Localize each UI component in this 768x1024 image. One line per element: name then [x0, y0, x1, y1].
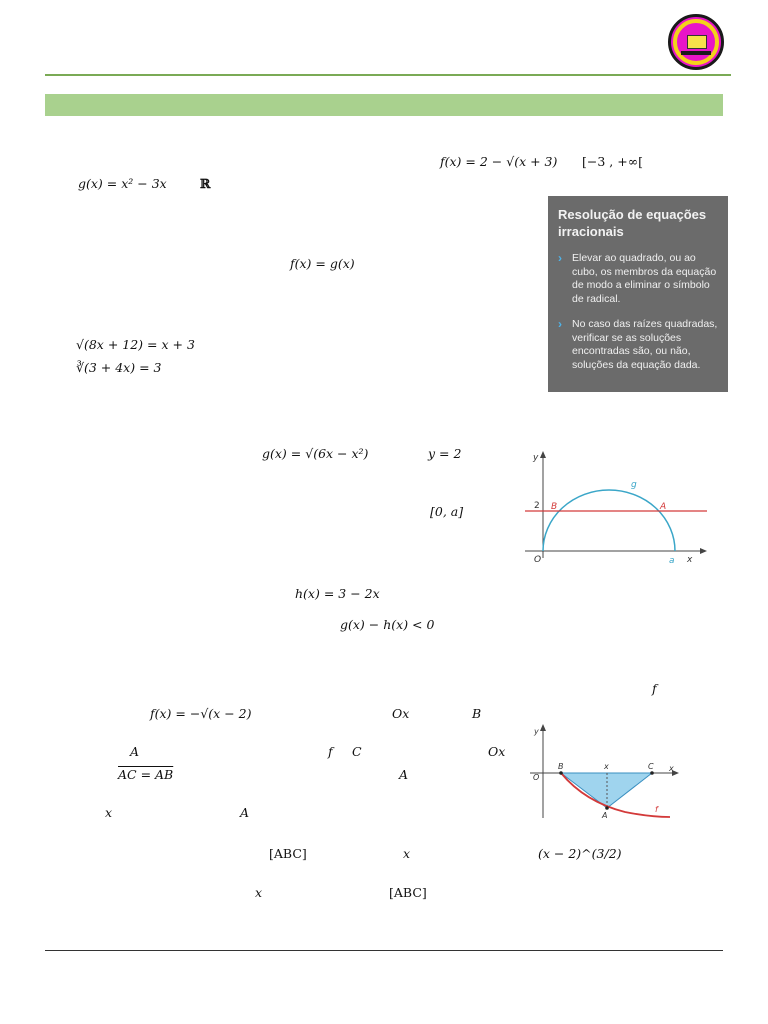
fig1-x-arrow-icon	[700, 548, 707, 554]
fig1-curve-g	[543, 490, 675, 551]
fig2-label-B: B	[558, 762, 564, 771]
fig2-y-arrow-icon	[540, 724, 546, 731]
fig2-point-a	[605, 806, 609, 810]
ex2-equation-a: √(8x + 12) = x + 3	[76, 337, 195, 352]
fig1-y-arrow-icon	[540, 451, 546, 458]
ex4-axis-ox-1: Ox	[392, 706, 410, 721]
tip-item-2-text: No caso das raízes quadradas, verificar se as soluções encontradas são, ou não, soluções da equação dada.	[572, 318, 718, 371]
fig2-point-c	[650, 771, 654, 775]
footer-rule	[45, 950, 723, 951]
logo-book-icon	[687, 35, 707, 49]
ex4-triangle-1: [ABC]	[269, 846, 307, 861]
fig2-label-A: A	[602, 811, 608, 820]
ex1-f-definition: f(x) = 2 − √(x + 3)	[440, 154, 558, 169]
fig2-label-x: x	[669, 764, 674, 773]
ex4-point-a-2: A	[399, 767, 409, 782]
ex2-equation-b: ∛(3 + 4x) = 3	[76, 360, 162, 375]
figure-triangle	[525, 722, 685, 822]
fig2-label-O: O	[533, 773, 540, 782]
fig1-label-O: O	[534, 555, 542, 565]
ex4-f-definition: f(x) = −√(x − 2)	[150, 706, 252, 721]
fig2-label-f: f	[655, 805, 658, 814]
fig2-label-C: C	[648, 762, 654, 771]
ex1-g-domain: ℝ	[200, 176, 211, 191]
ex3-interval: [0, a]	[430, 504, 464, 519]
ex4-axis-ox-2: Ox	[488, 744, 506, 759]
ex4-point-b: B	[472, 706, 482, 721]
fig2-label-y: y	[534, 727, 539, 736]
fig1-label-B: B	[551, 502, 558, 512]
ex4-power: (x − 2)^(3/2)	[538, 846, 622, 861]
fig1-label-2: 2	[534, 501, 540, 511]
ex4-segments-equal: AC = AB	[118, 767, 174, 782]
tip-item-2	[558, 318, 718, 372]
figure-semicircle	[515, 448, 715, 573]
fig2-label-xmid: x	[604, 762, 609, 771]
title-band	[45, 94, 723, 116]
ex4-point-a-3: A	[240, 805, 250, 820]
ex1-f-domain: [−3 , +∞[	[582, 154, 643, 169]
ex4-var-x-3: x	[255, 885, 263, 900]
fig1-label-y: y	[533, 453, 539, 463]
fig1-label-g: g	[631, 480, 637, 490]
ex3-g-definition: g(x) = √(6x − x²)	[262, 446, 369, 461]
fig1-label-A: A	[660, 502, 667, 512]
school-logo	[668, 14, 724, 70]
ex4-var-x-1: x	[105, 805, 113, 820]
tip-box	[548, 196, 728, 392]
ex1-g-definition: g(x) = x² − 3x	[78, 176, 167, 191]
logo-bar	[681, 51, 711, 55]
ex4-point-a: A	[130, 744, 140, 759]
ex4-point-c: C	[352, 744, 362, 759]
ex4-f-label-2: f	[328, 744, 333, 759]
header-rule	[45, 74, 731, 76]
tip-box-title: Resolução de equações irracionais	[558, 207, 707, 239]
ex4-f-label: f	[652, 681, 657, 696]
ex3-h-definition: h(x) = 3 − 2x	[295, 586, 380, 601]
chevron-right-icon: ›	[558, 251, 562, 265]
ex4-var-x-2: x	[403, 846, 411, 861]
ex3-line: y = 2	[428, 446, 462, 461]
chevron-right-icon: ›	[558, 317, 562, 331]
ex3-inequality: g(x) − h(x) < 0	[340, 617, 435, 632]
ex4-triangle-2: [ABC]	[389, 885, 427, 900]
fig1-label-a: a	[669, 556, 675, 566]
fig2-point-b	[559, 771, 563, 775]
tip-item-1	[558, 252, 718, 306]
fig1-label-x: x	[687, 555, 693, 565]
tip-item-1-text: Elevar ao quadrado, ou ao cubo, os membros da equação de modo a eliminar o símbolo de radical.	[572, 252, 717, 305]
ex1-equation: f(x) = g(x)	[290, 256, 355, 271]
